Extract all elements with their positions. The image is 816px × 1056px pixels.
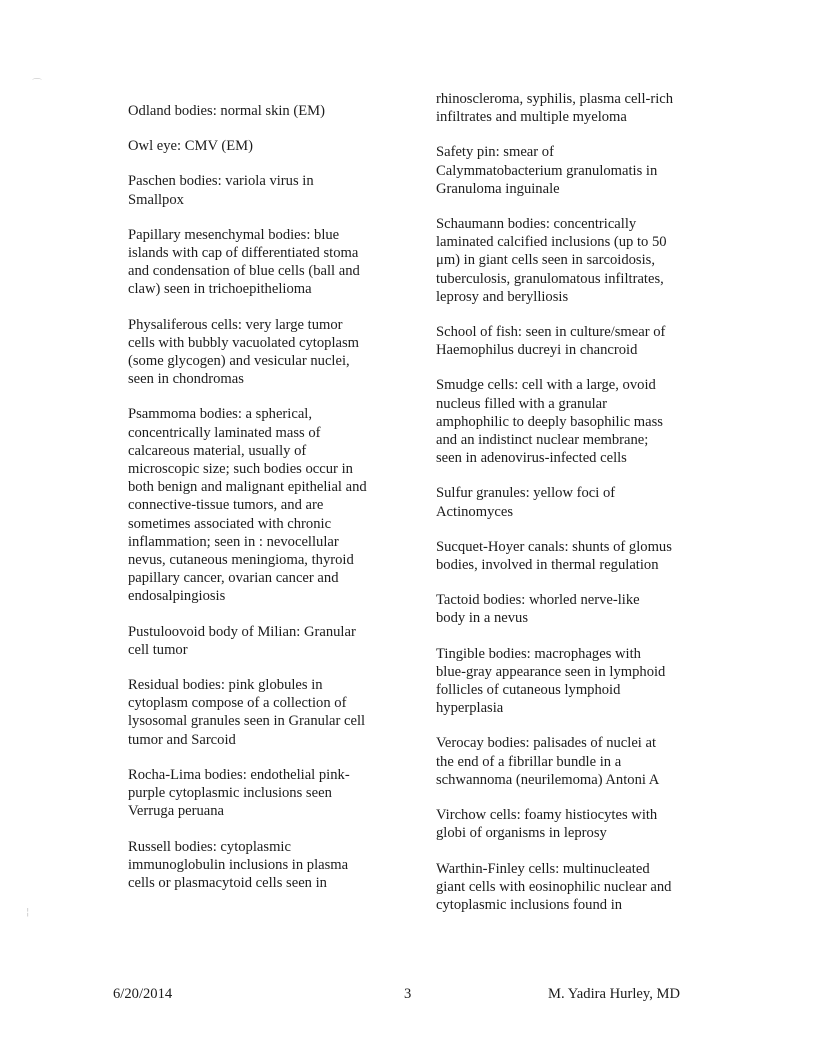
glossary-entry: Verocay bodies: palisades of nuclei at the end of a fibrillar bundle in a schwannoma (neurilemoma) Antoni A [436, 735, 660, 788]
left-column [128, 102, 396, 909]
glossary-entry: Sulfur granules: yellow foci of Actinomyces [436, 485, 616, 520]
glossary-entry: Warthin-Finley cells: multinucleated giant cells with eosinophilic nuclear and cytoplasmic inclusions found in [436, 860, 672, 913]
glossary-entry: Tingible bodies: macrophages with blue-gray appearance seen in lymphoid follicles of cutaneous lymphoid hyperplasia [436, 645, 666, 717]
glossary-entry: Virchow cells: foamy histiocytes with globi of organisms in leprosy [436, 807, 658, 842]
glossary-entry: rhinoscleroma, syphilis, plasma cell-rich infiltrates and multiple myeloma [436, 91, 674, 126]
glossary-entry: School of fish: seen in culture/smear of Haemophilus ducreyi in chancroid [436, 324, 666, 359]
page-number: 3 [404, 986, 412, 1002]
glossary-entry: Residual bodies: pink globules in cytoplasm compose of a collection of lysosomal granules seen in Granular cell tumor and Sarcoid [128, 677, 366, 748]
glossary-entry: Sucquet-Hoyer canals: shunts of glomus bodies, involved in thermal regulation [436, 538, 672, 574]
scan-speck: ¦ [26, 907, 30, 918]
right-column [436, 90, 704, 931]
glossary-entry: Paschen bodies: variola virus in Smallpox [128, 173, 314, 208]
glossary-entry: Papillary mesenchymal bodies: blue islands with cap of differentiated stoma and condensation of blue cells (ball and claw) seen in trichoepithelioma [128, 226, 360, 298]
glossary-entry: Psammoma bodies: a spherical, concentrically laminated mass of calcareous material, usually of microscopic size; such bodies occur in both benign and malignant epithelial and connective-tissue tumors, and are sometimes associated with chronic inflammation; seen in : nevocellular nevus, cutaneous meningioma, thyroid papillary cancer, ovarian cancer and endosalpingiosis [128, 406, 367, 605]
glossary-entry: Smudge cells: cell with a large, ovoid nucleus filled with a granular amphophilic to deeply basophilic mass and an indistinct nuclear membrane; seen in adenovirus-infected cells [436, 377, 663, 467]
scan-speck: ⌒ [32, 79, 42, 90]
glossary-entry: Safety pin: smear of Calymmatobacterium granulomatis in Granuloma inguinale [436, 144, 658, 197]
glossary-entry: Russell bodies: cytoplasmic immunoglobulin inclusions in plasma cells or plasmacytoid cells seen in [128, 838, 349, 891]
glossary-entry: Schaumann bodies: concentrically laminated calcified inclusions (up to 50 μm) in giant cells seen in sarcoidosis, tuberculosis, granulomatous infiltrates, leprosy and berylliosis [436, 216, 667, 305]
footer-date: 6/20/2014 [113, 986, 173, 1002]
glossary-entry: Tactoid bodies: whorled nerve-like body in a nevus [436, 592, 640, 627]
glossary-entry: Odland bodies: normal skin (EM) [128, 103, 325, 119]
glossary-entry: Owl eye: CMV (EM) [128, 138, 253, 155]
glossary-entry: Rocha-Lima bodies: endothelial pink- purple cytoplasmic inclusions seen Verruga peruana [128, 766, 350, 820]
glossary-entry: Pustuloovoid body of Milian: Granular cell tumor [128, 623, 356, 658]
footer-author: M. Yadira Hurley, MD [548, 986, 681, 1002]
glossary-entry: Physaliferous cells: very large tumor cells with bubbly vacuolated cytoplasm (some glycogen) and vesicular nuclei, seen in chondromas [128, 316, 360, 388]
